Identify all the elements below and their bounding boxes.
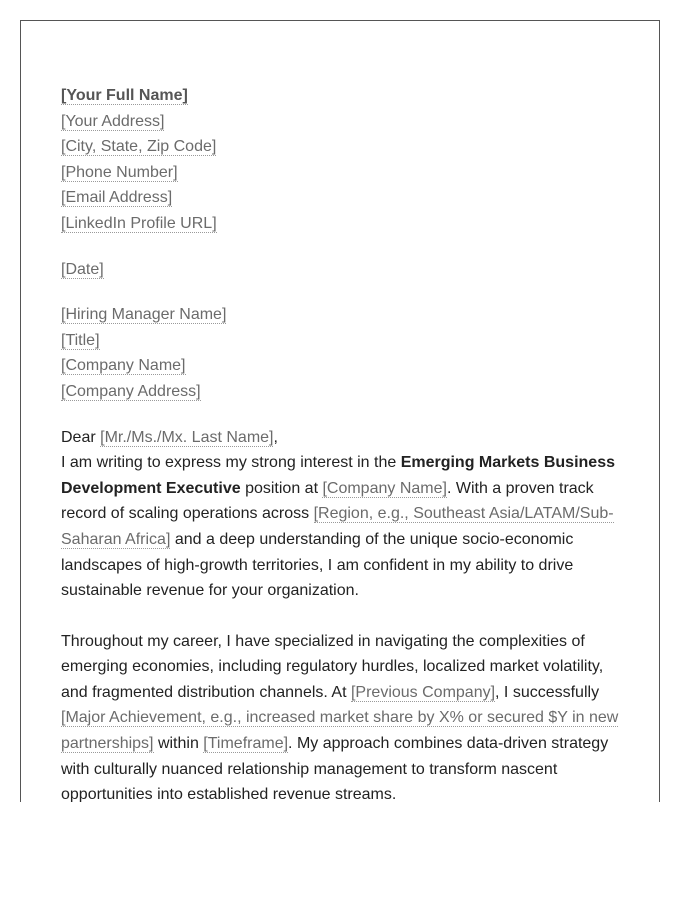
salutation xyxy=(61,425,626,451)
salutation-name: [Mr./Ms./Mx. Last Name] xyxy=(100,428,274,446)
p1-company-placeholder: [Company Name] xyxy=(322,479,447,497)
p1-text-2: position at xyxy=(240,479,323,497)
p1-region-placeholder: [Region, e.g., Southeast Asia/LATAM/Sub-Saharan Africa] xyxy=(61,505,614,548)
paragraph-intro xyxy=(61,450,626,604)
date-block xyxy=(61,257,626,283)
letter-page xyxy=(20,20,660,802)
salutation-prefix: Dear xyxy=(61,428,101,446)
p1-text-4: and a deep understanding of the unique socio-economic landscapes of high-growth territories, I am confident in my ability to drive sustainable revenue for your organization. xyxy=(61,530,574,600)
p1-text-1: I am writing to express my strong interest in the xyxy=(61,454,401,472)
sender-name: [Your Full Name] xyxy=(61,87,188,104)
job-title: Emerging Markets Business Development Executive xyxy=(61,454,615,497)
sender-city: [City, State, Zip Code] xyxy=(61,138,217,156)
p2-achievement-placeholder: [Major Achievement, e.g., increased market share by X% or secured $Y in new partnerships] xyxy=(61,709,619,753)
letter-date: [Date] xyxy=(61,260,104,278)
recipient-company: [Company Name] xyxy=(61,357,186,375)
letter-body xyxy=(61,83,626,802)
p2-timeframe-placeholder: [Timeframe] xyxy=(203,735,289,753)
p2-text-4: . My approach combines data-driven strategy with culturally nuanced relationship management to transform nascent opportunities into established revenue streams. xyxy=(61,735,609,802)
sender-block xyxy=(61,83,626,237)
sender-email: [Email Address] xyxy=(61,189,173,207)
salutation-suffix: , xyxy=(273,428,278,446)
p2-text-2: , I successfully xyxy=(495,683,600,701)
recipient-address: [Company Address] xyxy=(61,382,201,400)
p2-text-1: Throughout my career, I have specialized in navigating the complexities of emerging economies, including regulatory hurdles, localized market volatility, and fragmented distribution channels. At xyxy=(61,632,604,701)
p2-prev-company-placeholder: [Previous Company] xyxy=(350,683,496,701)
recipient-block xyxy=(61,302,626,404)
recipient-manager: [Hiring Manager Name] xyxy=(61,306,227,324)
sender-phone: [Phone Number] xyxy=(61,163,178,181)
p1-text-3: . With a proven track record of scaling operations across xyxy=(61,479,594,523)
p2-text-3: within xyxy=(153,735,204,753)
sender-linkedin: [LinkedIn Profile URL] xyxy=(61,214,217,232)
sender-address: [Your Address] xyxy=(61,112,165,130)
paragraph-experience xyxy=(61,629,626,802)
recipient-title: [Title] xyxy=(61,331,100,349)
